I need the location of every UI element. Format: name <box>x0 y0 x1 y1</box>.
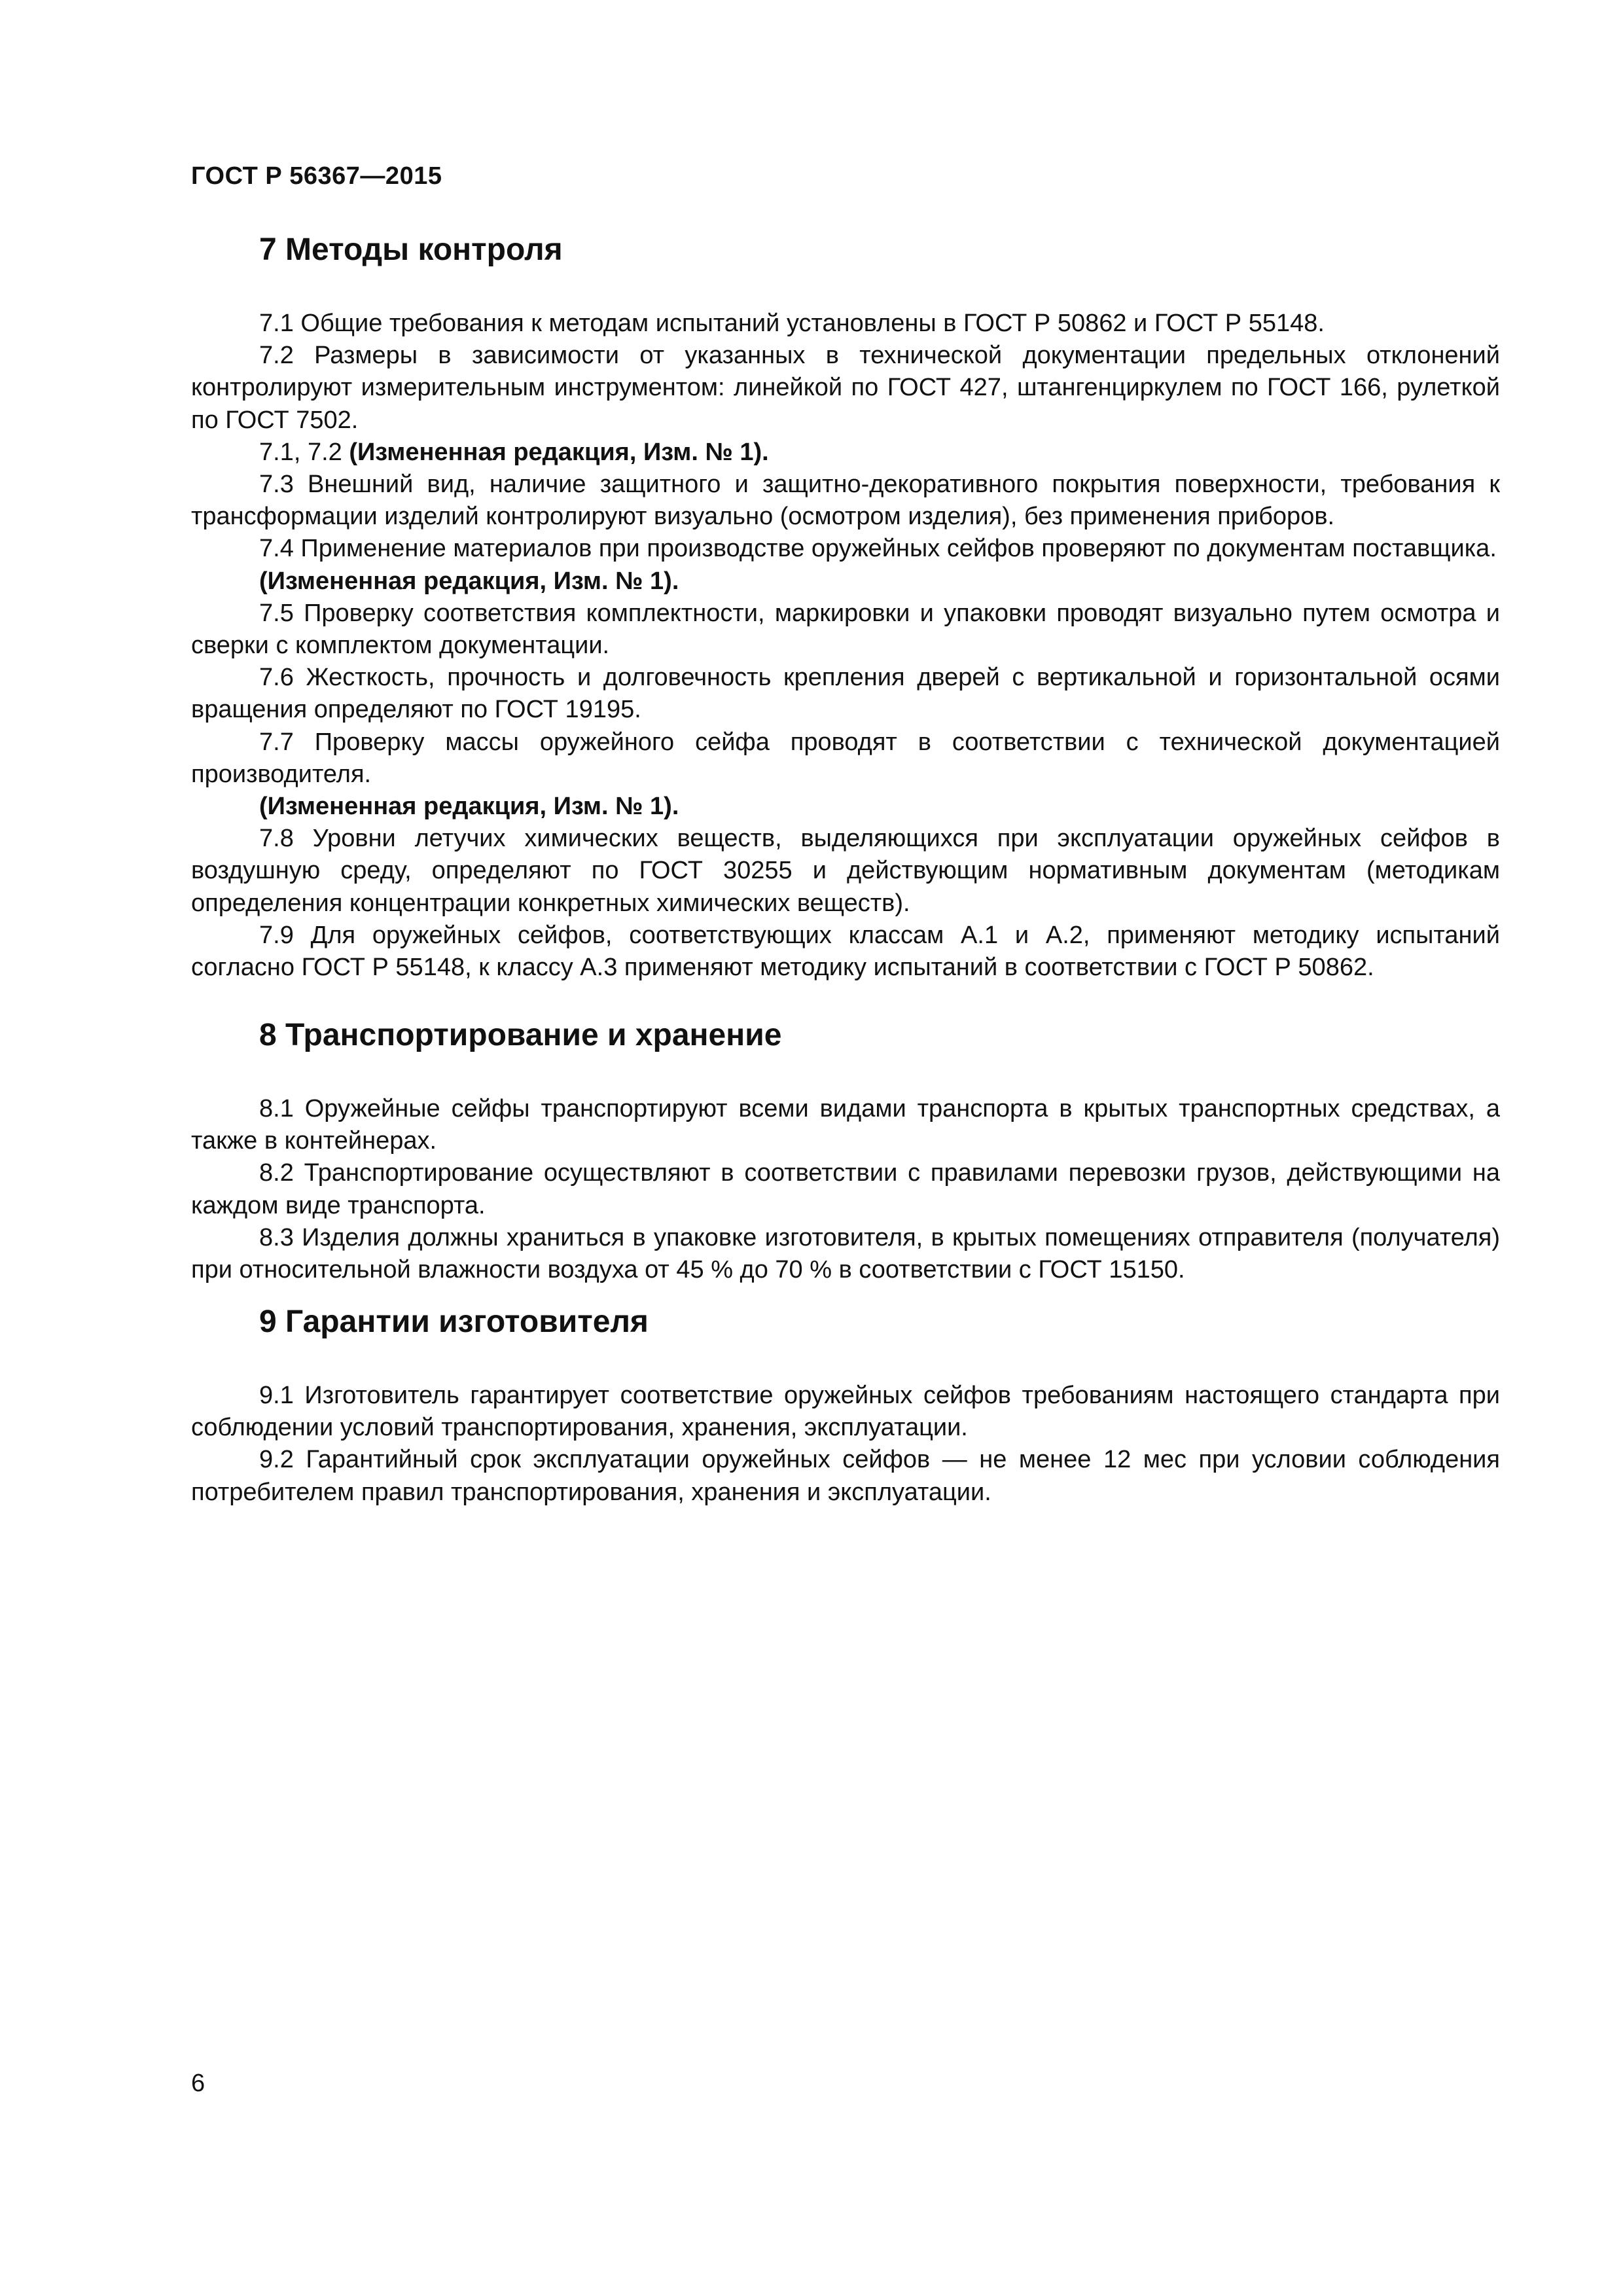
section-title: 8 Транспортирование и хранение <box>259 1018 782 1052</box>
section-title: 7 Методы контроля <box>259 232 563 267</box>
paragraph-7-5: 7.5 Проверку соответствия комплектности, маркировки и упаковки проводят визуально путем осмотра и сверки с комплектом документации. <box>191 599 1500 660</box>
page-number: 6 <box>191 2070 205 2097</box>
document-header: ГОСТ Р 56367—2015 <box>191 162 442 190</box>
paragraph-7-1: 7.1 Общие требования к методам испытаний установлены в ГОСТ Р 50862 и ГОСТ Р 55148. <box>259 310 1325 337</box>
paragraph-7-4: 7.4 Применение материалов при производстве оружейных сейфов проверяют по документам поставщика. <box>259 535 1497 563</box>
paragraph-9-1: 9.1 Изготовитель гарантирует соответствие оружейных сейфов требованиям настоящего стандарта при соблюдении условий транспортирования, хранения, эксплуатации. <box>191 1382 1500 1442</box>
amendment-prefix: 7.1, 7.2 <box>259 438 349 466</box>
paragraph-7-2: 7.2 Размеры в зависимости от указанных в технической документации предельных отклонений контролируют измерительным инструментом: линейкой по ГОСТ 427, штангенциркулем по ГОСТ 166, рулеткой по ГОСТ 7502. <box>191 342 1500 434</box>
paragraph-7-7: 7.7 Проверку массы оружейного сейфа проводят в соответствии с технической документацией производителя. <box>191 728 1500 788</box>
amendment-text: (Измененная редакция, Изм. № 1). <box>349 438 769 466</box>
section-8 <box>191 1016 1500 1286</box>
section-7 <box>191 230 1500 984</box>
amendment-note: (Измененная редакция, Изм. № 1). <box>259 567 679 595</box>
paragraph-8-3: 8.3 Изделия должны храниться в упаковке изготовителя, в крытых помещениях отправителя (получателя) при относительной влажности воздуха от 45 % до 70 % в соответствии с ГОСТ 15150. <box>191 1223 1500 1284</box>
paragraph-8-2: 8.2 Транспортирование осуществляют в соответствии с правилами перевозки грузов, действующими на каждом виде транспорта. <box>191 1159 1500 1219</box>
section-title: 9 Гарантии изготовителя <box>259 1304 649 1339</box>
paragraph-7-9: 7.9 Для оружейных сейфов, соответствующих классам А.1 и А.2, применяют методику испытаний согласно ГОСТ Р 55148, к классу А.3 применяют методику испытаний в соответствии с ГОСТ Р 50862. <box>191 921 1500 982</box>
paragraph-8-1: 8.1 Оружейные сейфы транспортируют всеми видами транспорта в крытых транспортных средствах, а также в контейнерах. <box>191 1095 1500 1155</box>
paragraph-9-2: 9.2 Гарантийный срок эксплуатации оружейных сейфов — не менее 12 мес при условии соблюдения потребителем правил транспортирования, хранения и эксплуатации. <box>191 1446 1500 1506</box>
paragraph-7-6: 7.6 Жесткость, прочность и долговечность крепления дверей с вертикальной и горизонтальной осями вращения определяют по ГОСТ 19195. <box>191 664 1500 724</box>
paragraph-7-3: 7.3 Внешний вид, наличие защитного и защитно-декоративного покрытия поверхности, требования к трансформации изделий контролируют визуально (осмотром изделия), без применения приборов. <box>191 471 1500 531</box>
amendment-note: (Измененная редакция, Изм. № 1). <box>259 793 679 821</box>
section-9 <box>191 1302 1500 1509</box>
amendment-note <box>191 437 1500 469</box>
paragraph-7-8: 7.8 Уровни летучих химических веществ, выделяющихся при эксплуатации оружейных сейфов в воздушную среду, определяют по ГОСТ 30255 и действующим нормативным документам (методикам определения концентрации конкретных химических веществ). <box>191 825 1500 917</box>
